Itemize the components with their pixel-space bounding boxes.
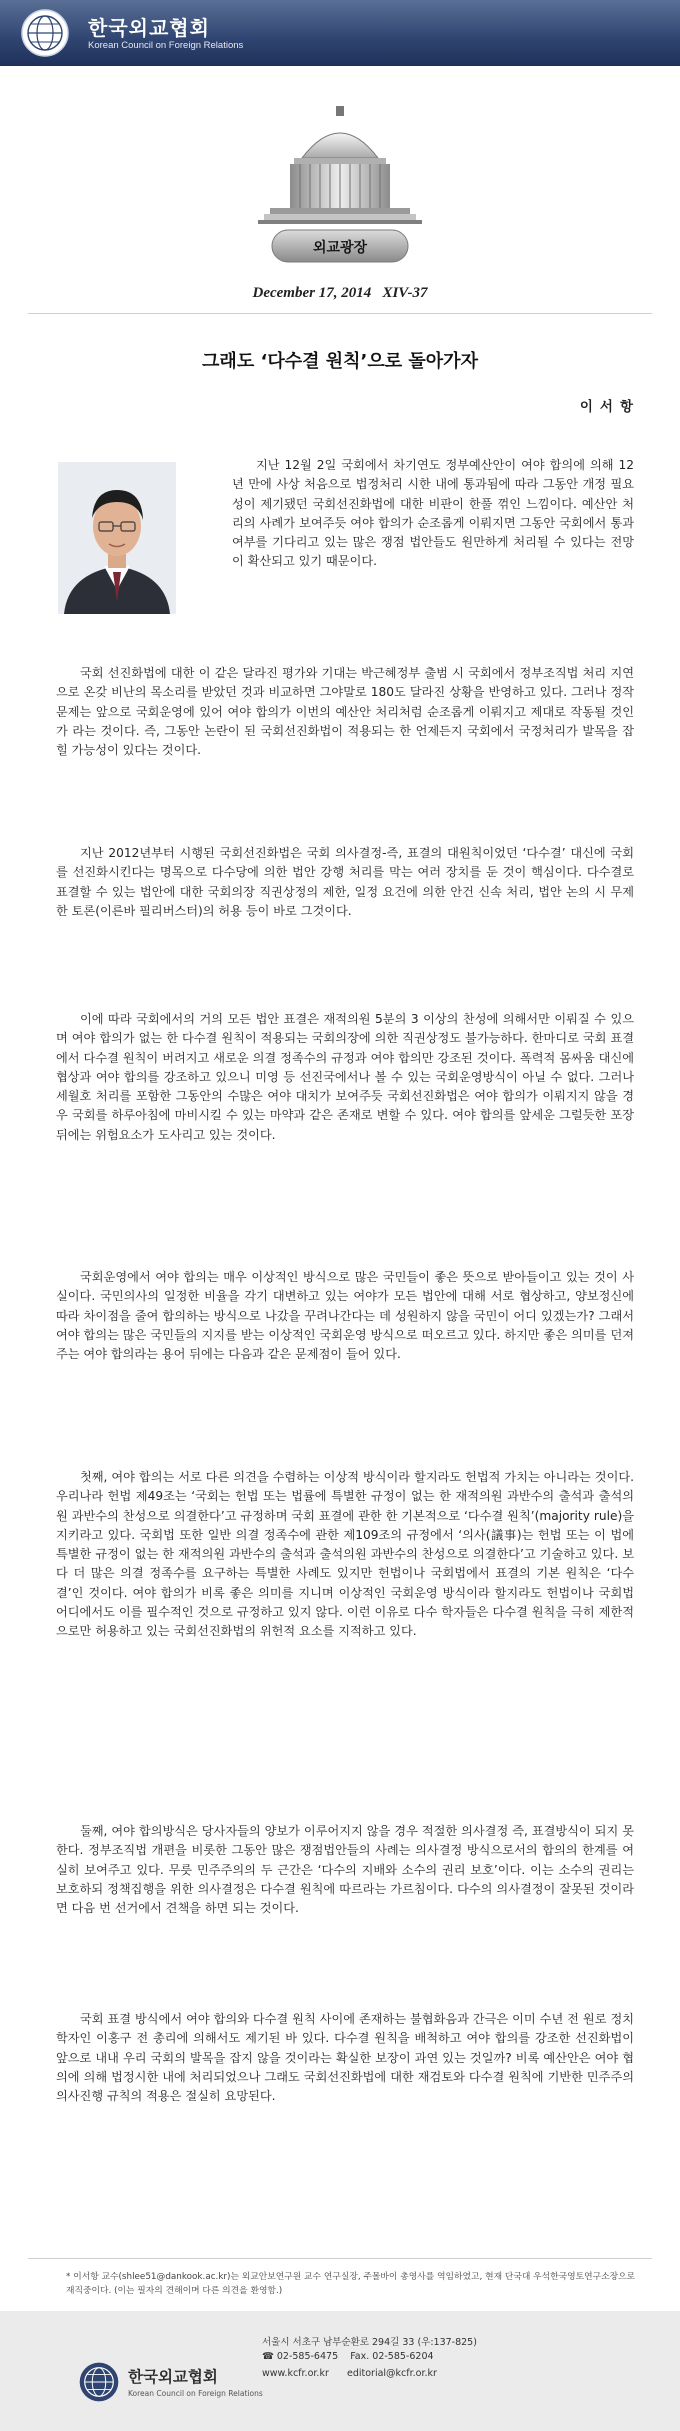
author-photo bbox=[58, 462, 176, 614]
article-paragraph: 첫째, 여야 합의는 서로 다른 의견을 수렴하는 이상적 방식이라 할지라도 헌법적 가치는 아니라는 것이다. 우리나라 헌법 제49조는 ‘국회는 헌법 또는 법률에 특별한 규정이 없는 한 재적의원 과반수의 출석과 출석의원 과반수의 찬성으로 의결한다’고 규정하며 국회 표결에 관한 한 기본적으로 ‘다수결 원칙’(majority rule)을 지키라고 있다. 국회법 또한 일반 의결 정족수에 관한 제109조의 규정에서 ‘의사(議事)는 헌법 또는 이 법에 특별한 규정이 없는 한 재적의원 과반수의 출석과 출석의원 과반수의 찬성으로 의결한다’고 기술하고 있다. 보다 더 많은 의결 정족수를 요구하는 특별한 사례도 있지만 헌법이나 국회법에서 표결의 기본 원칙은 ‘다수결’인 것이다. 여야 합의가 비록 좋은 의미를 지니며 이상적인 국회운영 방식이라 할지라도 헌법이나 국회법 어디에서도 이를 필수적인 것으로 규정하고 있지 않다. 이런 이유로 다수 학자들은 다수결 원칙을 극히 제한적으로만 허용하고 있는 국회선진화법의 위헌적 요소를 지적하고 있다. bbox=[56, 1470, 634, 1639]
header-banner bbox=[0, 0, 680, 66]
article-paragraph: 둘째, 여야 합의방식은 당사자들의 양보가 이루어지지 않을 경우 적절한 의사결정 즉, 표결방식이 되지 못한다. 정부조직법 개편을 비롯한 그동안 많은 쟁점법안들의 사례는 의사결정 방식으로서의 합의의 한계를 여실히 보여주고 있다. 무릇 민주주의의 두 근간은 ‘다수의 지배와 소수의 권리 보호’이다. 이는 소수의 권리는 보호하되 정책집행을 위한 의사결정은 다수결 원칙에 따르라는 가르침이다. 다수의 의사결정이 잘못된 것이라면 다음 번 선거에서 견책을 하면 되는 것이다. bbox=[56, 1824, 634, 1916]
globe-logo-icon bbox=[78, 2361, 120, 2403]
emblem-label: 외교광장 bbox=[312, 240, 368, 256]
footer-contact bbox=[262, 2351, 602, 2362]
org-name-ko: 한국외교협회 bbox=[88, 16, 210, 40]
article-paragraph: 지난 2012년부터 시행된 국회선진화법은 국회 의사결정-즉, 표결의 대원칙이었던 ‘다수결’ 대신에 국회를 선진화시킨다는 명목으로 다수당에 의한 법안 강행 처리를 막는 여러 장치를 둔 것이 핵심이다. 다수결로 표결할 수 있는 법안에 대한 국회의장 직권상정의 제한, 일정 요건에 의한 안건 신속 처리, 법안 논의 시 무제한 토론(이른바 필리버스터)의 허용 등이 바로 그것이다. bbox=[56, 846, 634, 918]
issue-date: December 17, 2014 bbox=[252, 285, 372, 301]
org-name-en: Korean Council on Foreign Relations bbox=[88, 40, 244, 51]
footer-org-name-en: Korean Council on Foreign Relations bbox=[128, 2389, 263, 2398]
footer-web bbox=[262, 2368, 602, 2379]
article-paragraph: 이에 따라 국회에서의 거의 모든 법안 표결은 재적의원 5분의 3 이상의 찬성에 의해서만 이뤄질 수 있으며 여야 합의가 없는 한 다수결 원칙이 적용되는 국회의장에 의한 직권상정도 불가능하다. 한마디로 국회 표결에서 다수결 원칙이 버려지고 새로운 의결 정족수의 규정과 여야 합의만 강조된 것이다. 폭력적 몸싸움 대신에 협상과 여야 합의를 강조하고 있으니 미영 등 선진국에서나 볼 수 있는 국회운영방식이 아닐 수 없다. 그러나 세월호 처리를 포함한 그동안의 수많은 여야 대치가 보여주듯 국회선진화법은 여야 합의가 이뤄지지 않을 경우 국회를 하루아침에 마비시킬 수 있는 마약과 같은 존재로 변할 수 있다. 여야 합의를 앞세운 그럴듯한 포장 뒤에는 위험요소가 도사리고 있는 것이다. bbox=[56, 1012, 634, 1142]
issue-line bbox=[0, 285, 680, 302]
article-paragraph: 국회운영에서 여야 합의는 매우 이상적인 방식으로 많은 국민들이 좋은 뜻으로 받아들이고 있는 것이 사실이다. 국민의사의 일정한 비율을 각기 대변하고 있는 여야가 모든 법안에 대해 서로 협상하고, 양보정신에 따라 차이점을 줄여 합의하는 방식으로 나갔을 꾸려나간다는 데 성원하지 않을 국민이 어디 있겠는가? 그래서 여야 합의는 많은 국민들의 지지를 받는 이상적인 국회운영 방식으로 떠오르고 있다. 하지만 좋은 의미를 던져주는 여야 합의라는 용어 뒤에는 다음과 같은 문제점이 들어 있다. bbox=[56, 1270, 634, 1362]
divider bbox=[28, 2258, 652, 2259]
article-paragraph: 국회 선진화법에 대한 이 같은 달라진 평가와 기대는 박근혜정부 출범 시 국회에서 정부조직법 처리 지연으로 온갖 비난의 목소리를 받았던 것과 비교하면 그야말로 180도 달라진 상황을 반영하고 있다. 그러나 정작 문제는 앞으로 국회운영에 있어 여야 합의가 이번의 예산안 처리처럼 순조롭게 이뤄지고 제대로 작동될 것인가 라는 것이다. 즉, 그동안 논란이 된 국회선진화법이 적용되는 한 언제든지 국회에서 국정처리가 발목을 잡힐 가능성이 있다는 것이다. bbox=[56, 666, 634, 758]
dome-emblem-icon bbox=[250, 102, 430, 272]
issue-number: XIV-37 bbox=[382, 285, 428, 301]
globe-logo-icon bbox=[20, 8, 70, 58]
article-paragraph: 국회 표결 방식에서 여야 합의와 다수결 원칙 사이에 존재하는 불협화음과 간극은 이미 수년 전 원로 정치학자인 이홍구 전 총리에 의해서도 제기된 바 있다. 다수결 원칙을 배척하고 여야 합의를 강조한 선진화법이 앞으로 내내 우리 국회의 발목을 잡지 않을 것이라는 확실한 보장이 과연 있는 것일까? 비록 예산안은 여야 협의에 의해 법정시한 내에 처리되었으나 그래도 국회선진화법에 대한 재검토와 다수결 원칙에 기반한 민주주의 의사진행 규칙의 적용은 절실히 요망된다. bbox=[56, 2012, 634, 2104]
footer-fax: Fax. 02-585-6204 bbox=[350, 2351, 434, 2362]
footer-org-name-ko: 한국외교협회 bbox=[128, 2368, 218, 2386]
article-paragraph: 지난 12월 2일 국회에서 차기연도 정부예산안이 여야 합의에 의해 12년 만에 사상 처음으로 법정처리 시한 내에 통과됨에 따라 그동안 개정 필요성이 제기됐던 국회선진화법에 대한 비판이 한풀 꺾인 느낌이다. 예산안 처리의 사례가 보여주듯 여야 합의가 순조롭게 이뤄지면 그동안 국회에서 통과여부를 기다리고 있는 많은 쟁점 법안들도 원만하게 처리될 수 있다는 전망이 확산되고 있기 때문이다. bbox=[232, 458, 634, 569]
footer-website[interactable]: www.kcfr.or.kr bbox=[262, 2368, 329, 2379]
author-footnote: * 이서항 교수(shlee51@dankook.ac.kr)는 외교안보연구원 교수 연구실장, 주몰바이 총영사를 역임하였고, 현재 단국대 우석한국영토연구소장으로 재직중이다. (이는 필자의 견해이며 다른 의견을 환영함.) bbox=[66, 2272, 636, 2296]
footer-phone: ☎ 02-585-6475 bbox=[262, 2351, 339, 2362]
footer-address: 서울시 서초구 남부순환로 294길 33 (우:137-825) bbox=[262, 2337, 477, 2348]
footer-email[interactable]: editorial@kcfr.or.kr bbox=[346, 2368, 437, 2379]
article-title: 그래도 ‘다수결 원칙’으로 돌아가자 bbox=[202, 351, 478, 372]
divider bbox=[28, 313, 652, 314]
article-author: 이서항 bbox=[579, 399, 640, 415]
